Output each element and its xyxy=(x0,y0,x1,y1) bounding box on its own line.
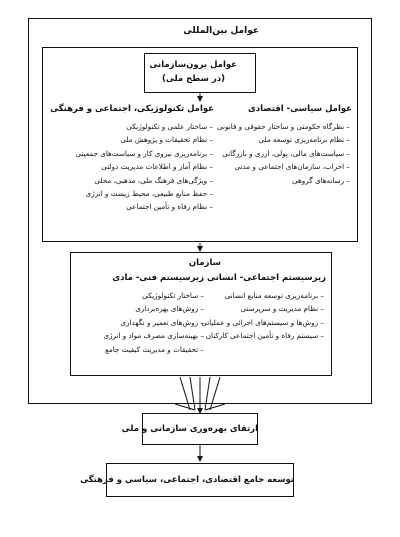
list-item: – سیستم رفاه و تأمین اجتماعی کارکنان xyxy=(201,329,324,342)
political-economic-title: عوامل سیاسی- اقتصادی xyxy=(248,104,352,114)
list-item: – نظرگاه حکومتی و ساختار حقوقی و قانونی xyxy=(217,120,350,133)
political-economic-list xyxy=(217,120,350,187)
list-item: – احزاب، سازمان‌های اجتماعی و مدنی xyxy=(217,160,350,173)
list-item: – بهینه‌سازی مصرف مواد و انرژی xyxy=(103,329,204,342)
list-item: – ساختار تکنولوژیکی xyxy=(103,289,204,302)
tech-social-cultural-list xyxy=(76,120,213,214)
list-item: – سیاست‌های مالی، پولی، ارزی و بازرگانی xyxy=(217,147,350,160)
productivity-label: ارتقای بهره‌وری سازمانی و ملی xyxy=(121,424,258,434)
development-label: توسعه جامع اقتصادی، اجتماعی، سیاسی و فرهنگی xyxy=(80,475,294,485)
technical-material-subsystem-list xyxy=(103,289,204,356)
list-item: – برنامه‌ریزی توسعه منابع انسانی xyxy=(201,289,324,302)
organization-title: سازمان xyxy=(188,258,221,268)
list-item: – ویژگی‌های فرهنگ ملی، مذهبی، محلی xyxy=(76,174,213,187)
list-item: – رسانه‌های گروهی xyxy=(217,174,350,187)
list-item: – حفظ منابع طبیعی، محیط زیست و انرژی xyxy=(76,187,213,200)
list-item: – روش‌ها و سیستم‌های اجرائی و عملیاتی xyxy=(201,316,324,329)
human-social-subsystem-list xyxy=(201,289,324,343)
national-level-box xyxy=(144,53,256,93)
human-social-subsystem-title: زیرسیستم اجتماعی- انسانی xyxy=(207,273,326,283)
list-item: – نظام آمار و اطلاعات مدیریت دولتی xyxy=(76,160,213,173)
international-factors-title: عوامل بین‌المللی xyxy=(183,26,259,36)
tech-social-cultural-title: عوامل تکنولوژیکی، اجتماعی و فرهنگی xyxy=(50,104,214,114)
list-item: – روش‌های بهره‌برداری xyxy=(103,302,204,315)
list-item: – نظام مدیریت و سرپرستی xyxy=(201,302,324,315)
list-item: – برنامه‌ریزی نیروی کار و سیاست‌های جمعیتی xyxy=(76,147,213,160)
list-item: – روش‌های تعمیر و نگهداری xyxy=(103,316,204,329)
list-item: – تحقیقات و مدیریت کیفیت جامع xyxy=(103,343,204,356)
list-item: – نظام تحقیقات و پژوهش ملی xyxy=(76,133,213,146)
national-level-subtitle: (در سطح ملی) xyxy=(161,74,225,84)
list-item: – ساختار علمی و تکنولوژیکی xyxy=(76,120,213,133)
list-item: – نظام رفاه و تأمین اجتماعی xyxy=(76,200,213,213)
technical-material-subsystem-title: زیرسیستم فنی- مادی xyxy=(112,273,204,283)
list-item: – نظام برنامه‌ریزی توسعه ملی xyxy=(217,133,350,146)
extra-organizational-title: عوامل برون‌سازمانی xyxy=(149,60,237,70)
